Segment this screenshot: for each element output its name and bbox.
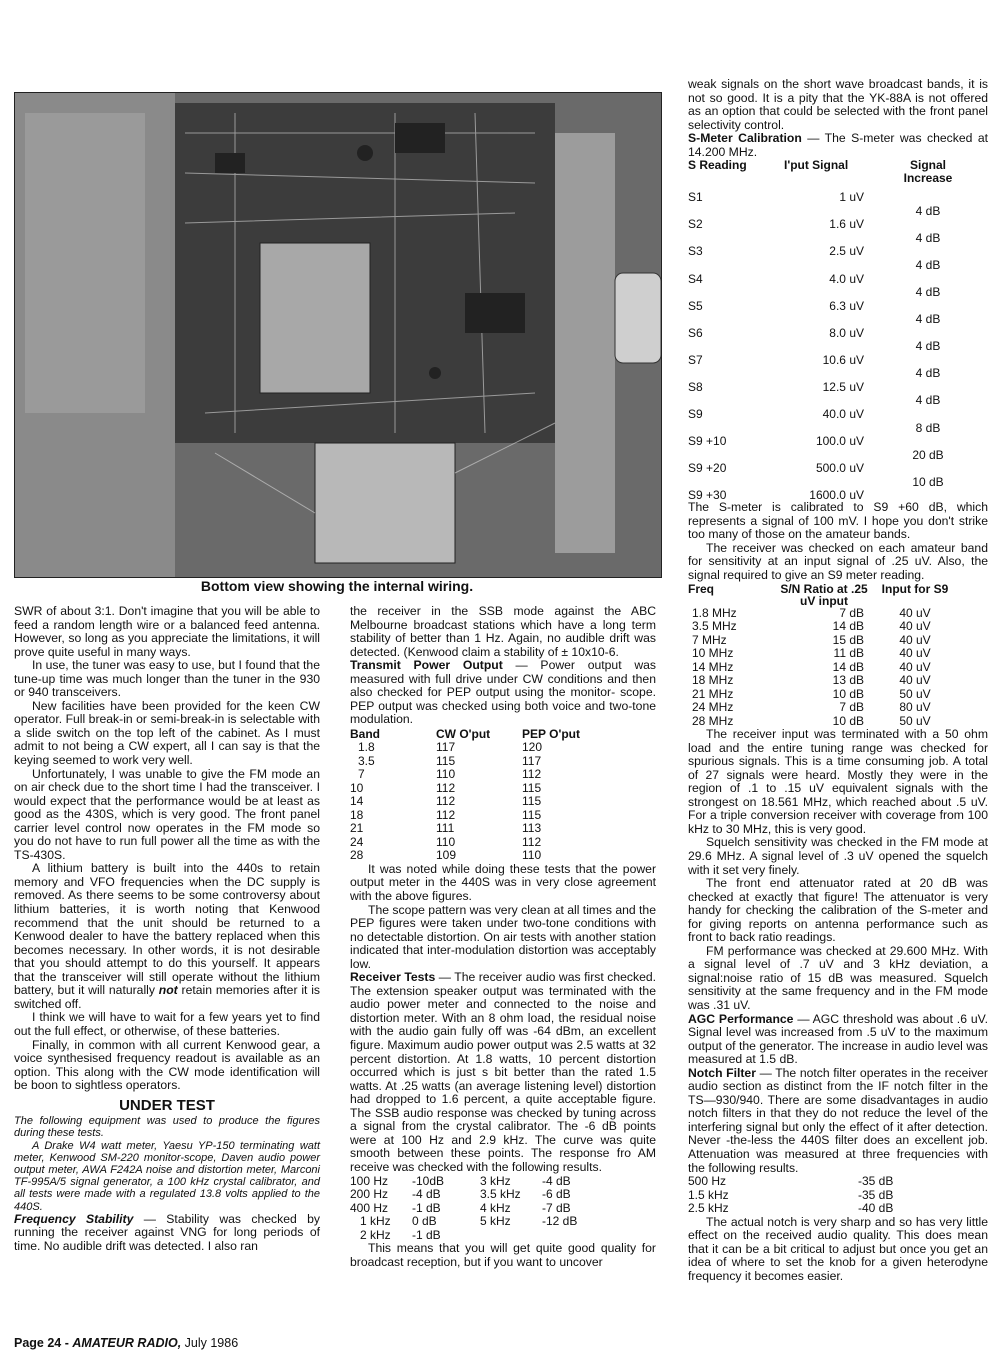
photo-caption: Bottom view showing the internal wiring. xyxy=(200,578,474,594)
table-row xyxy=(688,1189,948,1203)
text: — Power output was measured with full drive under CW conditions and then also checked for PEP output using the monitor- scope. PEP output was checked using both voice and two-tone modulation. xyxy=(350,658,657,727)
table-cell: 3.5 xyxy=(358,753,375,768)
table-cell: 7 dB xyxy=(839,700,864,715)
table-cell xyxy=(480,1229,542,1243)
table-cell: 1 kHz xyxy=(360,1214,391,1228)
table-cell: 40 uV xyxy=(899,673,931,688)
s-reading: S5 xyxy=(688,298,703,313)
table-cell: 10 dB xyxy=(832,686,864,701)
paragraph-transmit-power xyxy=(350,659,656,727)
table-cell: 120 xyxy=(522,740,543,755)
table-header: PEP O'put xyxy=(522,726,580,741)
input-signal: 4.0 uV xyxy=(829,271,864,286)
table-row xyxy=(688,607,958,621)
table-cell: 4 kHz xyxy=(480,1200,511,1215)
table-row xyxy=(350,822,595,836)
table-cell: 40 uV xyxy=(899,659,931,674)
s-reading: S1 xyxy=(688,190,703,205)
s-reading: S9 xyxy=(688,407,703,422)
input-signal: 1 uV xyxy=(839,190,864,205)
table-cell: 14 dB xyxy=(832,619,864,634)
table-row xyxy=(350,849,595,863)
under-test-intro: The following equipment was used to produce the figures during these tests. xyxy=(14,1115,320,1140)
table-row xyxy=(688,647,958,661)
circuit-board-photo xyxy=(14,92,662,578)
table-cell: 112 xyxy=(522,767,542,782)
table-row xyxy=(350,809,595,823)
text: — The receiver audio was first checked. The extension speaker output was terminated with the audio power meter and connected to the noise and distortion meter. With an 8 ohm load, the residual noise with the audio gain fully off was -64 dBm, an excellent figure. Maximum audio power output was 2.5 watts at 32 percent distortion. At 1.8 watts, 10 percent distortion occurred which is just s bit better than the rated 1.5 watts. At .25 watts (an average listening level) distortion had dropped to 1.6 percent, a quite acceptable figure. The SSB audio response was checked by tuning across a signal from the crystal calibrator. The -6 dB points were at 100 Hz and 2.9 kHz. The curve was quite smooth between these points. The response fro AM receive was checked with the following results. xyxy=(350,970,657,1174)
input-signal: 10.6 uV xyxy=(822,352,864,367)
signal-increase: 10 dB xyxy=(912,474,944,489)
table-header: Input for S9 xyxy=(881,581,949,596)
paragraph: weak signals on the short wave broadcast bands, it is not so good. It is a pity that the YK-88A is not offered as an option that could be selected with the front panel selectivity control. xyxy=(688,77,988,132)
column-1 xyxy=(14,605,320,1254)
page-footer xyxy=(14,1336,238,1350)
table-row xyxy=(350,782,595,796)
table-cell: -12 dB xyxy=(542,1214,578,1228)
paragraph-receiver-tests xyxy=(350,971,656,1174)
sensitivity-table xyxy=(688,583,958,729)
subheading: Frequency Stability xyxy=(14,1211,134,1226)
signal-increase: 4 dB xyxy=(915,203,941,218)
table-cell: 40 uV xyxy=(899,646,931,661)
table-cell: 112 xyxy=(436,780,456,795)
issue-date: July 1986 xyxy=(184,1336,239,1350)
table-row xyxy=(688,1175,948,1189)
table-header: S/N Ratio at .25 uV input xyxy=(780,581,868,608)
table-row xyxy=(350,1215,590,1229)
signal-increase: 4 dB xyxy=(915,339,941,354)
table-cell: -1 dB xyxy=(412,1200,441,1215)
s-reading: S9 +20 xyxy=(688,461,727,476)
table-cell: 100 Hz xyxy=(350,1173,389,1188)
signal-increase: 4 dB xyxy=(915,257,941,272)
paragraph-notch-filter xyxy=(688,1067,988,1175)
s-reading: S2 xyxy=(688,217,703,232)
notch-table xyxy=(688,1175,948,1216)
paragraph: SWR of about 3:1. Don't imagine that you will be able to feed a random length wire or a balanced feed antenna. However, so long as you appreciate the limitations, it will prove quite useful in many ways. xyxy=(14,604,320,659)
table-cell: 5 kHz xyxy=(480,1214,511,1228)
table-cell: 80 uV xyxy=(899,700,931,715)
paragraph: I think we will have to wait for a few years yet to find out the full effect, or otherwise, of these batteries. xyxy=(14,1010,320,1038)
table-cell: 14 MHz xyxy=(692,659,734,674)
table-row xyxy=(688,674,958,688)
column-3 xyxy=(688,78,988,1283)
table-cell: 110 xyxy=(436,834,456,849)
table-cell: 7 MHz xyxy=(692,632,727,647)
sensitivity-rows xyxy=(688,607,958,729)
table-cell: 18 MHz xyxy=(692,673,734,688)
text: — AGC threshold was about .6 uV. Signal level was increased from .5 uV to the maximum output of the generator. The increase in audio level was measured at 1.5 dB. xyxy=(688,1011,989,1067)
paragraph: Finally, in common with all current Kenwood gear, a voice synthesised frequency readout is available as an option. This along with the CW mode identification will be boon to sightless operators. xyxy=(14,1037,320,1093)
paragraph-smeter-calibration xyxy=(688,132,988,159)
table-row xyxy=(688,701,958,715)
paragraph: It was noted while doing these tests that the power output meter in the 440S was in very close agreement with the above figures. xyxy=(350,861,656,904)
table-cell: 2 kHz xyxy=(360,1227,391,1242)
paragraph: The receiver input was terminated with a 50 ohm load and the entire tuning range was checked for spurious signals. This is a time consuming job. A total of 27 signals were heard. Mostly they were in the region of .1 to .15 uV equivalent signals with the strongest on 18.561 MHz, which reached about .5 uV. For a triple conversion receiver with coverage from 100 kHz to 30 MHz, this is very good. xyxy=(688,727,988,836)
table-cell: 110 xyxy=(436,767,456,782)
paragraph: New facilities have been provided for the keen CW operator. Full break-in or semi-break-in is selectable with a slide switch on the top left of the cabinet. As I must admit to not being a CW expert, all I can say is that the keying seemed to work very well. xyxy=(14,698,320,768)
table-row xyxy=(688,715,958,729)
am-response-table xyxy=(350,1175,590,1243)
table-cell: 112 xyxy=(436,807,456,822)
s-reading: S6 xyxy=(688,325,703,340)
table-cell: 110 xyxy=(522,848,542,863)
table-header: Signal Increase xyxy=(903,158,953,186)
subheading: Notch Filter xyxy=(688,1065,756,1080)
subheading: AGC Performance xyxy=(688,1011,794,1026)
table-cell: 10 MHz xyxy=(692,646,734,661)
table-header: CW O'put xyxy=(436,726,491,741)
table-header-row xyxy=(688,583,958,607)
paragraph: the receiver in the SSB mode against the ABC Melbourne broadcast stations which have a long term stability of better than 1 Hz. Again, no audible drift was detected. (Kenwood claim a stability of ± 10x10-6. xyxy=(350,604,656,659)
circuit-board-photo-icon xyxy=(15,93,661,577)
input-signal: 40.0 uV xyxy=(822,407,864,422)
table-cell: 109 xyxy=(436,848,457,863)
table-cell: 10 dB xyxy=(832,713,864,728)
paragraph-lithium xyxy=(14,862,320,1011)
table-row xyxy=(350,1175,590,1189)
subheading: S-Meter Calibration xyxy=(688,131,802,146)
table-cell: 115 xyxy=(436,753,456,768)
table-cell: -4 dB xyxy=(542,1173,571,1188)
table-cell: 1.8 MHz xyxy=(692,605,737,620)
table-row xyxy=(350,768,595,782)
paragraph: Squelch sensitivity was checked in the FM mode at 29.6 MHz. A signal level of .3 uV opened the squelch with it set very finely. xyxy=(688,835,988,877)
paragraph: The S-meter is calibrated to S9 +60 dB, which represents a signal of 100 mV. I hope you don't strike too many of those on the amateur bands. xyxy=(688,500,988,542)
table-row xyxy=(688,634,958,648)
table-cell: 113 xyxy=(522,821,542,836)
table-row xyxy=(688,1202,948,1216)
table-header: I'put Signal xyxy=(784,158,849,173)
table-row xyxy=(350,795,595,809)
table-row xyxy=(350,836,595,850)
input-signal: 100.0 uV xyxy=(815,434,864,449)
paragraph: Unfortunately, I was unable to give the FM mode an on air check due to the short time I had the transceiver. I would expect that the performance would be at least as good as the 430S, which is very good. The front panel carrier level control now operates in the FM mode so you do not have to run full power all the time as with the TS-430S. xyxy=(14,766,320,862)
table-cell: 10 xyxy=(350,780,364,795)
table-cell: 50 uV xyxy=(899,713,931,728)
table-cell: -35 dB xyxy=(858,1174,894,1189)
smeter-table xyxy=(688,159,958,501)
subheading: Receiver Tests xyxy=(350,970,436,985)
table-cell: 117 xyxy=(436,740,456,755)
table-cell: -40 dB xyxy=(858,1201,894,1216)
paragraph: The front end attenuator rated at 20 dB was checked at exactly that figure! The attenuator is very handy for checking the calibration of the S-meter and for giving reports on antenna performance such as front to back ratio readings. xyxy=(688,876,988,945)
power-output-table xyxy=(350,728,595,863)
table-header: Freq xyxy=(688,581,715,596)
emphasis: not xyxy=(158,983,178,998)
signal-increase: 4 dB xyxy=(915,285,941,300)
input-signal: 6.3 uV xyxy=(829,298,864,313)
table-cell: 40 uV xyxy=(899,619,931,634)
under-test-equipment: A Drake W4 watt meter, Yaesu YP-150 terminating watt meter, Kenwood SM-220 monitor-scope, Daven audio power output meter, AWA F242A noise and distortion meter, Marconi TF-995A/5 signal generator, a 100 kHz crystal calibrator, and all tests were made with a regulated 13.8 volts applied to the 440S. xyxy=(14,1139,320,1213)
table-cell: 400 Hz xyxy=(350,1200,389,1215)
table-cell: 18 xyxy=(350,807,364,822)
table-row xyxy=(688,620,958,634)
s-reading: S7 xyxy=(688,352,703,367)
text: — The notch filter operates in the receiver audio section as distinct from the IF notch filter in the TS—930/940. There are some disadvantages in audio notch filters in that they do not reduce the level of the interfering signal but only the effect of it after detection. Never -the-less the 440S filter does an excellent job. Attenuation was measured at three frequencies with the following results. xyxy=(688,1065,988,1175)
signal-increase: 4 dB xyxy=(915,366,941,381)
table-row xyxy=(350,741,595,755)
table-cell: 3 kHz xyxy=(480,1173,511,1188)
paragraph-agc xyxy=(688,1013,988,1067)
column-2 xyxy=(350,605,656,1269)
paragraph: The actual notch is very sharp and so has very little effect on the received audio quality. This does mean that it can be a bit critical to adjust but once you get an idea of where to set the knob for a given heterodyne frequency it becomes easier. xyxy=(688,1214,988,1283)
table-cell: 40 uV xyxy=(899,632,931,647)
table-cell: 24 xyxy=(350,834,364,849)
table-cell: -7 dB xyxy=(542,1200,571,1215)
table-cell: 111 xyxy=(436,821,455,836)
signal-increase: 4 dB xyxy=(915,230,941,245)
magazine-name: AMATEUR RADIO, xyxy=(72,1336,182,1350)
page-number: Page 24 - xyxy=(14,1336,69,1350)
s-reading: S8 xyxy=(688,379,703,394)
table-row xyxy=(688,661,958,675)
subheading: Transmit Power Output xyxy=(350,658,503,673)
table-cell: 7 xyxy=(358,767,365,782)
table-cell: 14 dB xyxy=(832,659,864,674)
paragraph: FM performance was checked at 29.600 MHz. With a signal level of .7 uV and 3 kHz deviation, a signal:noise ratio of 15 dB was measured. Squelch sensitivity at the same frequency and in the FM mode was .31 uV. xyxy=(688,943,988,1012)
table-row xyxy=(350,1202,590,1216)
table-cell: 14 xyxy=(350,794,364,809)
signal-increase: 20 dB xyxy=(912,447,944,462)
text: retain memories after it is switched off. xyxy=(14,983,321,1011)
input-signal: 12.5 uV xyxy=(822,379,864,394)
table-cell: 24 MHz xyxy=(692,700,734,715)
table-cell: 112 xyxy=(522,834,542,849)
input-signal: 8.0 uV xyxy=(829,325,864,340)
table-cell: 500 Hz xyxy=(688,1174,727,1189)
table-cell: 2.5 kHz xyxy=(688,1201,729,1216)
table-cell: 13 dB xyxy=(832,673,864,688)
s-reading: S9 +10 xyxy=(688,434,727,449)
signal-increase: 4 dB xyxy=(915,393,941,408)
table-header: S Reading xyxy=(688,158,747,173)
table-cell: 3.5 MHz xyxy=(692,619,737,634)
section-heading-under-test: UNDER TEST xyxy=(119,1096,215,1114)
table-cell: -35 dB xyxy=(858,1187,894,1202)
table-cell: 1.5 kHz xyxy=(688,1187,729,1202)
text: A lithium battery is built into the 440s to retain memory and VFO frequencies when the DC supply is removed. As there seems to be some controversy about lithium batteries, it is worth noting that Kenwood recommend that the unit should be returned to a Kenwood dealer to have the battery replaced when this becomes necessary. In other words, it is not desirable that you should attempt to do this yourself. It appears that the transceiver will still operate without the lithium battery, but it will naturally xyxy=(14,861,320,998)
table-cell: 3.5 kHz xyxy=(480,1187,521,1201)
table-cell: 117 xyxy=(522,753,542,768)
text: — Stability was checked by running the receiver against VNG for long periods of time. No audible drift was detected. I also ran xyxy=(14,1211,320,1253)
table-cell: 28 MHz xyxy=(692,713,734,728)
input-signal: 2.5 uV xyxy=(829,244,864,259)
s-reading: S4 xyxy=(688,271,703,286)
table-cell: 40 uV xyxy=(899,605,931,620)
table-cell: -4 dB xyxy=(412,1187,441,1201)
table-cell: 11 dB xyxy=(833,646,864,661)
table-row xyxy=(350,1188,590,1202)
paragraph: The receiver was checked on each amateur band for sensitivity at an input signal of .25 uV. Also, the signal required to give an S9 meter reading. xyxy=(688,540,988,583)
paragraph-frequency-stability xyxy=(14,1213,320,1254)
table-cell: -10dB xyxy=(412,1173,445,1188)
table-row xyxy=(350,755,595,769)
table-cell: 115 xyxy=(522,807,542,822)
paragraph: This means that you will get quite good quality for broadcast reception, but if you want to uncover xyxy=(350,1241,656,1269)
input-signal: 1600.0 uV xyxy=(809,488,864,503)
paragraph: The scope pattern was very clean at all times and the PEP figures were taken under two-tone conditions with no detectable distortion. On air tests with another station indicated that inter-modulation distortion was acceptably low. xyxy=(350,902,656,971)
table-cell: 7 dB xyxy=(839,605,864,620)
table-cell: 115 xyxy=(522,794,542,809)
table-cell: 115 xyxy=(522,780,542,795)
table-cell: 0 dB xyxy=(412,1214,437,1228)
table-cell: 112 xyxy=(436,794,456,809)
s-reading: S9 +30 xyxy=(688,488,727,503)
text: — The S-meter was checked at 14.200 MHz. xyxy=(688,131,988,159)
table-header-row xyxy=(350,728,595,742)
input-signal: 500.0 uV xyxy=(815,461,864,476)
table-cell: 15 dB xyxy=(832,632,864,647)
table-cell: 200 Hz xyxy=(350,1187,389,1201)
table-cell: -6 dB xyxy=(542,1187,571,1201)
table-cell xyxy=(542,1229,590,1243)
paragraph: In use, the tuner was easy to use, but I found that the tune-up time was much longer than the tuner in the 930 or 940 transceivers. xyxy=(14,658,320,700)
table-row xyxy=(688,688,958,702)
table-cell: 1.8 xyxy=(358,740,375,755)
signal-increase: 4 dB xyxy=(915,312,941,327)
table-cell: 50 uV xyxy=(899,686,931,701)
table-cell: 21 xyxy=(350,821,364,836)
s-reading: S3 xyxy=(688,244,703,259)
input-signal: 1.6 uV xyxy=(829,217,864,232)
table-header: Band xyxy=(350,726,380,741)
table-cell: -1 dB xyxy=(412,1227,441,1242)
table-cell: 21 MHz xyxy=(692,686,734,701)
signal-increase: 8 dB xyxy=(915,420,941,435)
table-row xyxy=(350,1229,590,1243)
table-cell: 28 xyxy=(350,848,364,863)
